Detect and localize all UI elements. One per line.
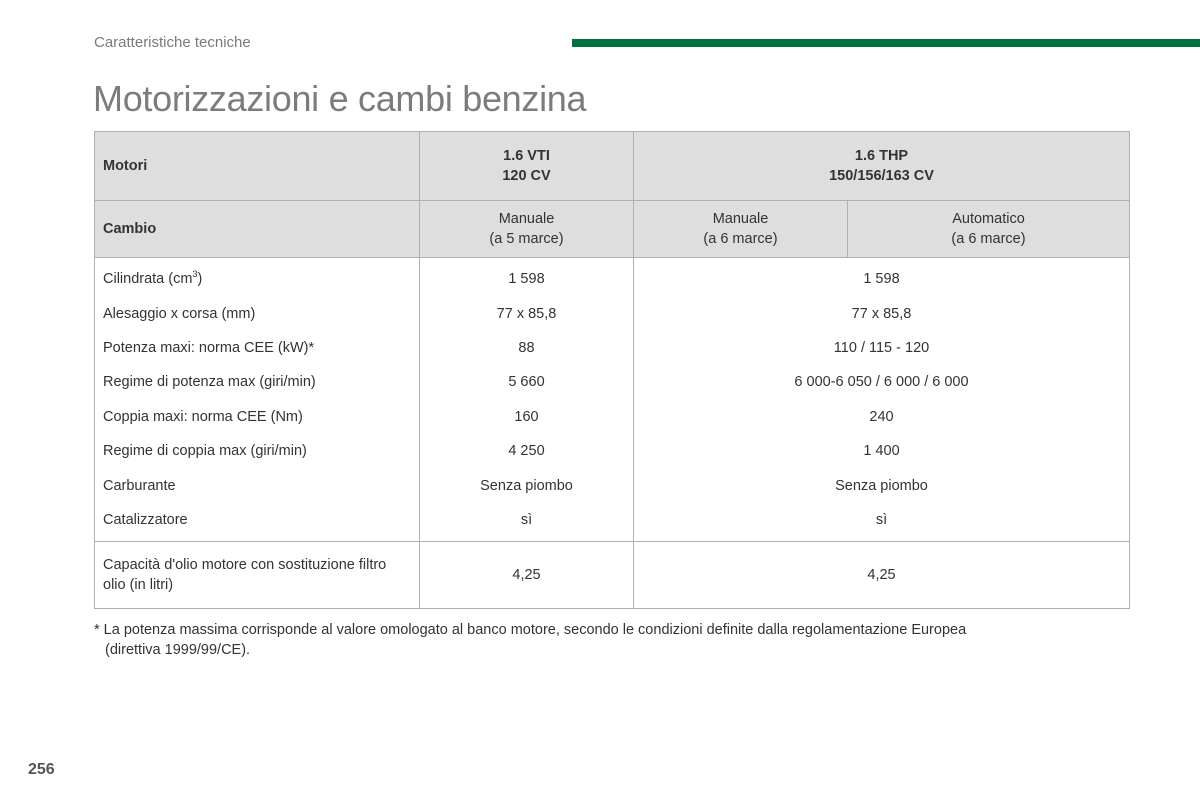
value-vti: 160 [420, 400, 634, 434]
row-label: Capacità d'olio motore con sostituzione filtro olio (in litri) [95, 542, 420, 609]
gearbox-label: Cambio [95, 201, 420, 258]
value-vti: 77 x 85,8 [420, 296, 634, 330]
value-vti: 1 598 [420, 258, 634, 297]
row-label: Regime di potenza max (giri/min) [95, 365, 420, 399]
footnote-line: * La potenza massima corrisponde al valore omologato al banco motore, secondo le condizioni definite dalla regolamentazione Europea [94, 622, 967, 638]
engine-power: 150/156/163 CV [829, 168, 934, 184]
value-vti: 4 250 [420, 434, 634, 468]
engine-name: 1.6 VTI [503, 148, 550, 164]
gearbox-type: Manuale [498, 211, 555, 227]
section-accent-bar [572, 39, 1200, 47]
table-row [95, 503, 1130, 542]
value-vti: 88 [420, 331, 634, 365]
row-label: Cilindrata $(cm^3)$ [95, 258, 420, 297]
row-label: Coppia maxi: norma CEE (Nm) [95, 400, 420, 434]
value-thp: sì [634, 503, 1130, 542]
table-row [95, 434, 1130, 468]
footnote-line: (direttiva 1999/99/CE). [105, 642, 251, 658]
engine-header-vti [420, 132, 634, 201]
gearbox-detail: (a 6 marce) [951, 231, 1026, 247]
value-thp: 110 / 115 - 120 [634, 331, 1130, 365]
table-row [95, 331, 1130, 365]
gearbox-detail: (a 6 marce) [703, 231, 778, 247]
footnote [94, 620, 1054, 660]
value-thp: 6 000-6 050 / 6 000 / 6 000 [634, 365, 1130, 399]
gearbox-manual-5 [420, 201, 634, 258]
engine-power: 120 CV [502, 168, 551, 184]
engine-header-thp [634, 132, 1130, 201]
row-label: Potenza maxi: norma CEE (kW)* [95, 331, 420, 365]
table-row [95, 468, 1130, 502]
value-vti: 4,25 [420, 542, 634, 609]
engine-spec-table [94, 131, 1130, 609]
row-label: Alesaggio x corsa (mm) [95, 296, 420, 330]
gearbox-detail: (a 5 marce) [489, 231, 564, 247]
table-row [95, 400, 1130, 434]
table-row [95, 296, 1130, 330]
gearbox-automatic-6 [848, 201, 1130, 258]
value-vti: 5 660 [420, 365, 634, 399]
page-number: 256 [28, 761, 55, 778]
value-thp: 240 [634, 400, 1130, 434]
table-row [95, 258, 1130, 297]
row-label: Catalizzatore [95, 503, 420, 542]
section-label: Caratteristiche tecniche [94, 34, 251, 51]
value-vti: Senza piombo [420, 468, 634, 502]
gearbox-type: Manuale [712, 211, 769, 227]
engines-label: Motori [95, 132, 420, 201]
value-thp: 1 598 [634, 258, 1130, 297]
engine-name: 1.6 THP [854, 148, 909, 164]
page-title: Motorizzazioni e cambi benzina [93, 78, 587, 119]
table-row [95, 365, 1130, 399]
value-vti: sì [420, 503, 634, 542]
value-thp: 77 x 85,8 [634, 296, 1130, 330]
value-thp: 4,25 [634, 542, 1130, 609]
row-label: Carburante [95, 468, 420, 502]
value-thp: 1 400 [634, 434, 1130, 468]
row-label: Regime di coppia max (giri/min) [95, 434, 420, 468]
gearbox-type: Automatico [952, 211, 1025, 227]
value-thp: Senza piombo [634, 468, 1130, 502]
oil-capacity-row [95, 542, 1130, 609]
gearbox-manual-6 [634, 201, 848, 258]
engines-header-row [95, 132, 1130, 201]
gearbox-header-row [95, 201, 1130, 258]
